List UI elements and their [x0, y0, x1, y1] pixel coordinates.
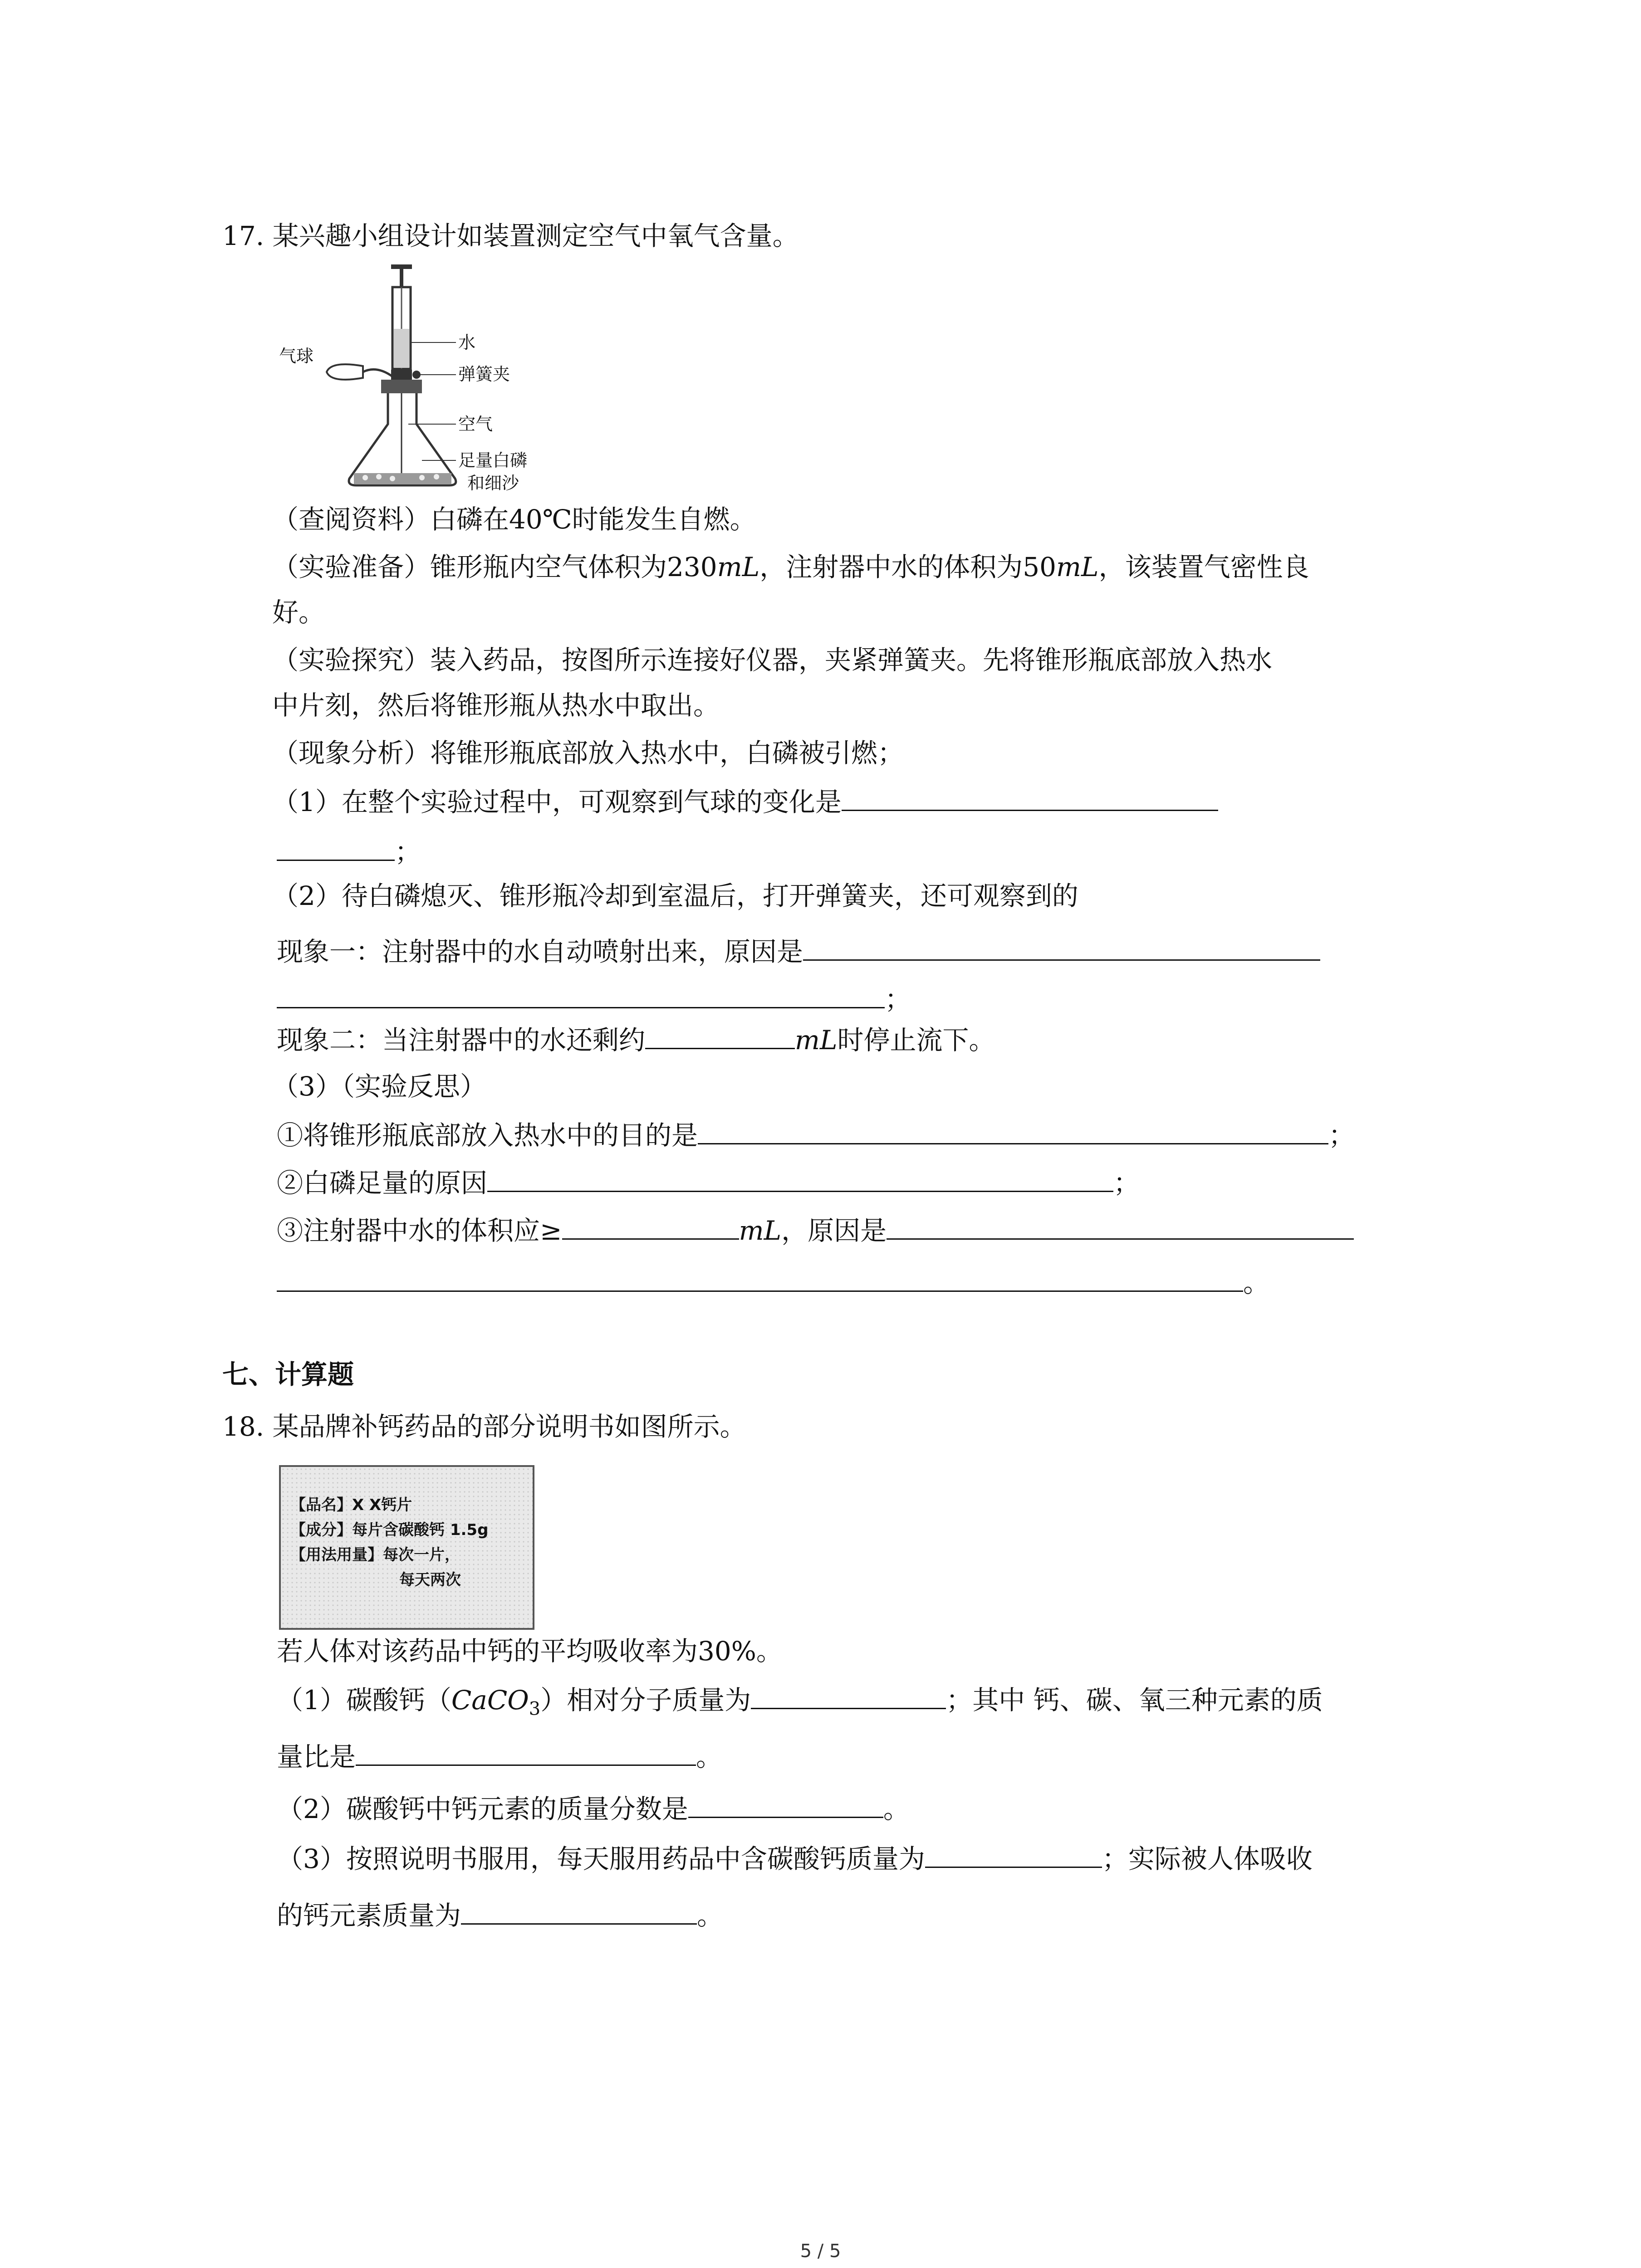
q18-sub1-cont: 量比是 。: [277, 1737, 722, 1775]
q17-phenomenon1: 现象一：注射器中的水自动喷射出来，原因是: [277, 932, 1320, 970]
answer-blank-balloon-cont[interactable]: [277, 832, 395, 861]
answer-blank-purpose[interactable]: [698, 1116, 1328, 1144]
q17-reflection-1: ①将锥形瓶底部放入热水中的目的是 ；: [277, 1116, 1355, 1154]
answer-blank-remaining-volume[interactable]: [645, 1021, 795, 1049]
medicine-label-dosage: 【用法用量】每次一片，: [290, 1546, 460, 1564]
answer-blank-reason-1-cont[interactable]: [277, 980, 885, 1008]
answer-blank-molar-mass[interactable]: [751, 1681, 946, 1709]
q17-sub3: （3）（实验反思）: [272, 1071, 486, 1102]
label-balloon: 气球: [279, 346, 314, 366]
q17-line-reference: （查阅资料）白磷在40℃时能发生自燃。: [272, 504, 756, 535]
q17-line-explore: （实验探究）装入药品，按图所示连接好仪器，夹紧弹簧夹。先将锥形瓶底部放入热水: [272, 645, 1273, 675]
label-phosphorus-2: 和细沙: [467, 473, 519, 493]
answer-blank-mass-fraction[interactable]: [688, 1789, 883, 1818]
answer-blank-reason-1[interactable]: [803, 932, 1320, 961]
page-number: 5 / 5: [800, 2241, 841, 2262]
medicine-label-ingredient: 【成分】每片含碳酸钙 1.5g: [290, 1521, 489, 1539]
q17-phenomenon1-cont: ；: [277, 980, 911, 1017]
q17-line-analysis: （现象分析）将锥形瓶底部放入热水中，白磷被引燃；: [272, 738, 904, 768]
label-clamp: 弹簧夹: [458, 364, 510, 384]
answer-blank-volume-reason[interactable]: [887, 1211, 1354, 1240]
answer-blank-absorbed-calcium[interactable]: [461, 1896, 697, 1925]
q17-reflection-2: ②白磷足量的原因 ；: [277, 1163, 1140, 1201]
q17-sub1: （1）在整个实验过程中，可观察到气球的变化是: [272, 782, 1218, 820]
q18-sub1: （1）碳酸钙（CaCO$_3$）相对分子质量为 ；其中 钙、碳、氧三种元素的质: [277, 1681, 1323, 1727]
answer-blank-excess-reason[interactable]: [487, 1163, 1113, 1192]
q18-absorption-rate: 若人体对该药品中钙的平均吸收率为30%。: [277, 1636, 783, 1667]
q17-line-preparation: （实验准备）锥形瓶内空气体积为230mL，注射器中水的体积为50mL，该装置气密性良: [272, 552, 1309, 582]
label-phosphorus-1: 足量白磷: [458, 450, 528, 470]
answer-blank-volume-reason-cont[interactable]: [277, 1263, 1243, 1292]
q17-line-explore-cont: 中片刻，然后将锥形瓶从热水中取出。: [272, 690, 720, 721]
q18-sub2: （2）碳酸钙中钙元素的质量分数是 。: [277, 1789, 910, 1827]
answer-blank-balloon[interactable]: [842, 782, 1218, 811]
label-air: 空气: [458, 414, 493, 434]
q18-sub3: （3）按照说明书服用，每天服用药品中含碳酸钙质量为 ；实际被人体吸收: [277, 1839, 1313, 1877]
q17-sub2: （2）待白磷熄灭、锥形瓶冷却到室温后，打开弹簧夹，还可观察到的: [272, 880, 1078, 911]
q18-stem: 18. 某品牌补钙药品的部分说明书如图所示。: [222, 1411, 746, 1442]
section-title-calculation: 七、计算题: [222, 1359, 354, 1390]
answer-blank-daily-mass[interactable]: [925, 1839, 1102, 1868]
q17-phenomenon2: 现象二：当注射器中的水还剩约 mL时停止流下。: [277, 1021, 995, 1058]
q17-sub1-cont: ；: [277, 832, 421, 870]
medicine-label-name: 【品名】X X钙片: [290, 1496, 412, 1514]
q17-stem: 17. 某兴趣小组设计如装置测定空气中氧气含量。: [222, 220, 799, 251]
label-water: 水: [458, 332, 476, 352]
q17-reflection-3: ③注射器中水的体积应≥ mL，原因是: [277, 1211, 1354, 1249]
answer-blank-min-volume[interactable]: [562, 1211, 739, 1240]
q17-reflection-3-cont: 。: [277, 1263, 1269, 1301]
q17-line-preparation-cont: 好。: [272, 597, 325, 628]
medicine-label-dosage-cont: 每天两次: [399, 1571, 461, 1589]
q18-sub3-cont: 的钙元素质量为 。: [277, 1896, 723, 1934]
answer-blank-mass-ratio[interactable]: [356, 1737, 696, 1766]
